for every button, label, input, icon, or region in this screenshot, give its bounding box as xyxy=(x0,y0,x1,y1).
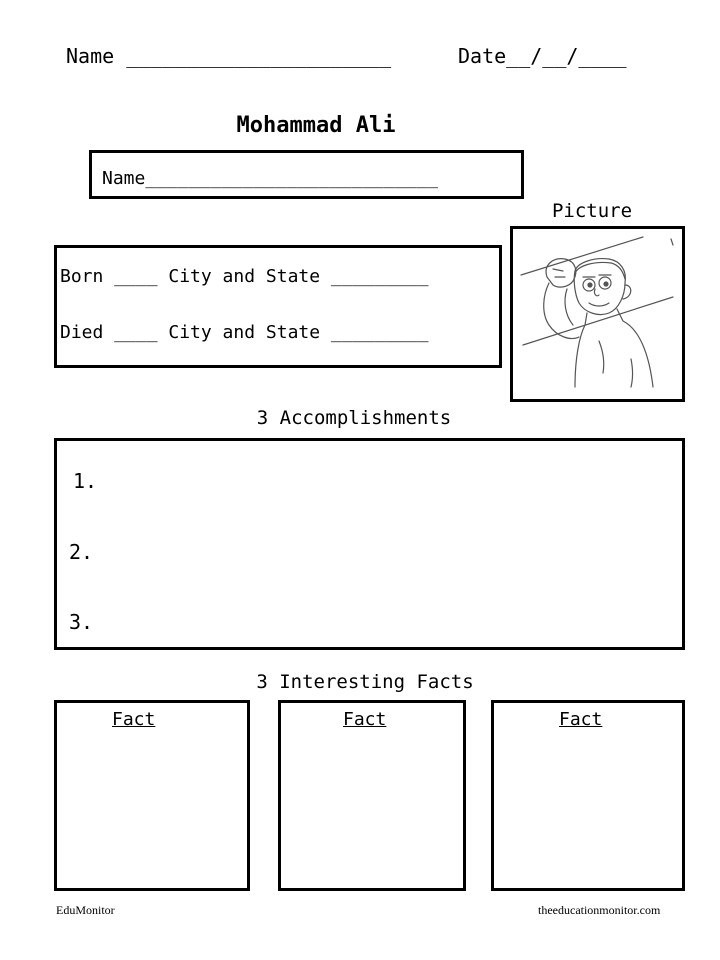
accomplishment-item-2: 2. xyxy=(69,540,94,564)
picture-box xyxy=(510,226,685,402)
born-died-box xyxy=(54,245,502,368)
footer-brand: EduMonitor xyxy=(56,903,115,917)
fact-box-1 xyxy=(54,700,250,891)
name-field-label: Name ______________________ xyxy=(66,44,392,68)
fact-box-3 xyxy=(491,700,685,891)
facts-heading: 3 Interesting Facts xyxy=(256,671,474,693)
died-line: Died ____ City and State _________ xyxy=(60,322,429,343)
accomplishments-box xyxy=(54,438,685,650)
accomplishments-heading: 3 Accomplishments xyxy=(256,407,452,429)
name-box-label: Name___________________________ xyxy=(102,168,438,189)
fact-label-3: Fact xyxy=(559,709,603,730)
footer-url: theeducationmonitor.com xyxy=(538,903,661,917)
born-line: Born ____ City and State _________ xyxy=(60,266,429,287)
page-title: Mohammad Ali xyxy=(236,113,396,138)
accomplishment-item-3: 3. xyxy=(69,610,94,634)
date-field-label: Date__/__/____ xyxy=(458,44,627,68)
fact-box-2 xyxy=(278,700,466,891)
boxer-illustration xyxy=(513,229,682,399)
accomplishment-item-1: 1. xyxy=(73,469,98,493)
picture-label: Picture xyxy=(551,200,633,222)
name-box[interactable] xyxy=(89,150,524,199)
fact-label-1: Fact xyxy=(112,709,156,730)
fact-label-2: Fact xyxy=(343,709,387,730)
